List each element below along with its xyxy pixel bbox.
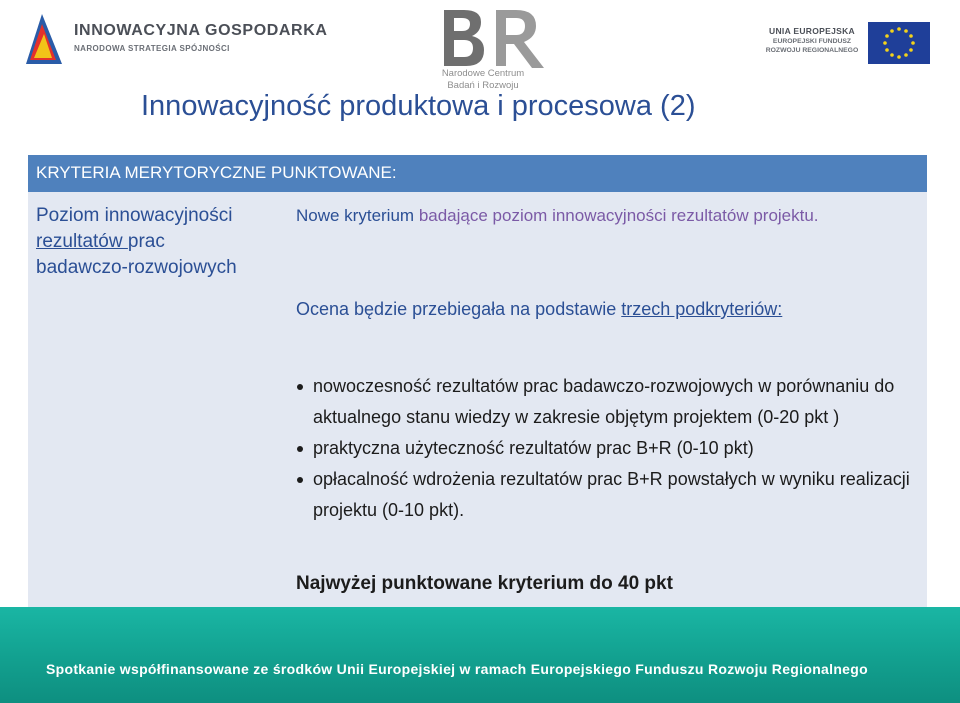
page-title: Innowacyjność produktowa i procesowa (2) (141, 90, 696, 122)
new-criterion-part1: Nowe kryterium (296, 206, 419, 225)
criteria-table (28, 155, 927, 607)
list-item: opłacalność wdrożenia rezultatów prac B+R powstałych w wyniku realizacji projektu (0-10 pkt). (296, 464, 920, 526)
eu-logo (764, 22, 934, 68)
eu-line1: UNIA EUROPEJSKA (769, 26, 855, 36)
eu-line3: ROZWOJU REGIONALNEGO (765, 47, 859, 54)
ncbr-name-line2: Badań i Rozwoju (447, 80, 519, 91)
list-item: praktyczna użyteczność rezultatów prac B+R (0-10 pkt) (296, 433, 920, 464)
ig-title: INNOWACYJNA GOSPODARKA (74, 22, 328, 39)
summary-bold: Najwyżej punktowane kryterium do 40 pkt (296, 573, 673, 594)
ig-subtitle: NARODOWA STRATEGIA SPÓJNOŚCI (74, 44, 230, 53)
ncbr-logo (424, 6, 564, 96)
new-criterion-part2: badające poziom innowacyjności rezultatów projektu. (418, 206, 819, 225)
ncbr-name-line1: Narodowe Centrum (441, 68, 525, 79)
assessment-intro: Ocena będzie przebiegała na podstawie (296, 299, 622, 319)
summary-text (296, 573, 673, 595)
new-criterion-text (296, 203, 866, 228)
list-item: nowoczesność rezultatów prac badawczo-rozwojowych w porównaniu do aktualnego stanu wiedzy w zakresie objętym projektem (0-20 pkt ) (296, 371, 920, 433)
assessment-text (296, 293, 856, 325)
row-label (36, 203, 256, 281)
footer-text: Spotkanie współfinansowane ze środków Unii Europejskiej w ramach Europejskiego Funduszu Rozwoju Regionalnego (46, 661, 868, 677)
eu-flag-icon (868, 22, 930, 64)
eu-text (764, 25, 860, 55)
table-header (28, 155, 927, 192)
assessment-emph: trzech podkryteriów: (621, 299, 783, 319)
ig-emblem-icon (22, 8, 66, 68)
row-label-part3: prac badawczo-rozwojowych (36, 231, 237, 278)
row-label-part2: rezultatów (36, 231, 128, 252)
subcriteria-list (296, 371, 920, 526)
ncbr-name (428, 68, 538, 92)
innowacyjna-gospodarka-logo (22, 8, 328, 72)
ncbr-br-emblem-icon (432, 6, 562, 72)
footer-band (0, 607, 960, 703)
row-label-part1: Poziom innowacyjności (36, 205, 233, 226)
eu-line2: EUROPEJSKI FUNDUSZ (772, 38, 852, 45)
table-header-text: KRYTERIA MERYTORYCZNE PUNKTOWANE: (36, 163, 397, 182)
